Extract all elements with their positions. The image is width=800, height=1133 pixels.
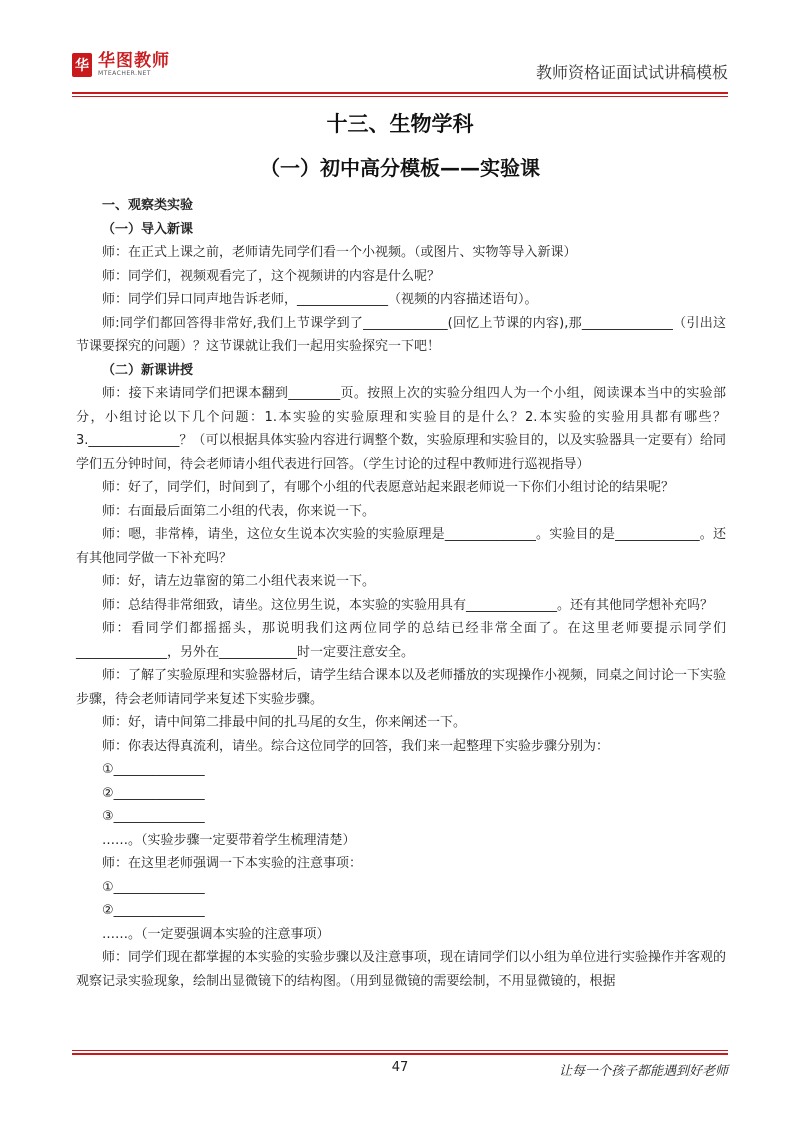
paragraph: 师：右面最后面第二小组的代表，你来说一下。 [102, 503, 376, 519]
subsection-heading: （二）新课讲授 [102, 362, 194, 378]
paragraph: 师：好，请左边靠窗的第二小组代表来说一下。 [102, 574, 376, 589]
logo-name: 华图教师 [98, 51, 170, 71]
step-item: ①______________ [102, 762, 205, 777]
paragraph: 师：同学们，视频观看完了，这个视频讲的内容是什么呢？ [102, 268, 441, 284]
step-item: ③______________ [102, 809, 205, 824]
paragraph: 师：在这里老师强调一下本实验的注意事项： [102, 856, 363, 871]
logo-text [98, 52, 170, 78]
paragraph: 师：看同学们都摇摇头，那说明我们这两位同学的总结已经非常全面了。在这里老师要提示同学们______________，另外在____________时一定要注意安全。 [76, 621, 726, 660]
footer-divider [72, 1053, 728, 1055]
header-divider-thin [72, 96, 728, 97]
subsection-heading: （一）导入新课 [102, 221, 194, 237]
paragraph: 师：总结得非常细致，请坐。这位男生说，本实验的实验用具有______________。还有其他同学想补充吗？ [102, 597, 714, 613]
paragraph: 师：接下来请同学们把课本翻到________页。按照上次的实验分组四人为一个小组，阅读课本当中的实验部分，小组讨论以下几个问题：1.本实验的实验原理和实验目的是什么？2.本实验的实验用具都有哪些？3.______________？（可以根据具体实验内容进行调整个数，实验原理和实验目的，以及实验器具一定要有）给同学们五分钟时间，待会老师请小组代表进行回答。（学生讨论的过程中教师进行巡视指导） [76, 386, 726, 472]
paragraph: 师：好了，同学们，时间到了，有哪个小组的代表愿意站起来跟老师说一下你们小组讨论的结果呢？ [102, 480, 675, 495]
header-divider [72, 92, 728, 94]
page-subtitle: （一）初中高分模板——实验课 [260, 156, 540, 180]
paragraph: 师：你表达得真流利，请坐。综合这位同学的回答，我们来一起整理下实验步骤分别为： [102, 738, 610, 754]
section-heading: 一、观察类实验 [102, 198, 194, 213]
paragraph: 师：嗯，非常棒，请坐，这位女生说本次实验的实验原理是______________。实验目的是_____________。还有其他同学做一下补充吗？ [76, 527, 726, 566]
paragraph: 师：同学们异口同声地告诉老师，______________（视频的内容描述语句）。 [102, 292, 538, 307]
document-body [76, 194, 726, 993]
page-title: 十三、生物学科 [326, 112, 474, 136]
document-title: 教师资格证面试试讲稿模板 [535, 63, 728, 82]
step-item: ①______________ [102, 879, 205, 895]
logo-url: MTEACHER.NET [98, 70, 151, 77]
page-number: 47 [391, 1060, 409, 1075]
paragraph: 师：了解了实验原理和实验器材后，请学生结合课本以及老师播放的实现操作小视频，同桌之间讨论一下实验步骤，待会老师请同学来复述下实验步骤。 [76, 668, 727, 707]
note: ……。（实验步骤一定要带着学生梳理清楚） [102, 832, 356, 848]
logo-icon: 华 [72, 53, 92, 77]
footer-slogan: 让每一个孩子都能遇到好老师 [558, 1064, 728, 1079]
step-item: ②______________ [102, 785, 205, 801]
paragraph: 师：在正式上课之前，老师请先同学们看一个小视频。（或图片、实物等导入新课） [102, 245, 577, 260]
paragraph: 师：好，请中间第二排最中间的扎马尾的女生，你来阐述一下。 [102, 715, 467, 730]
paragraph: 师:同学们都回答得非常好,我们上节课学到了_____________(回忆上节课的内容),那______________（引出这节课要探究的问题）？这节课就让我们一起用实验探究一下吧！ [76, 315, 726, 354]
brand-logo [72, 52, 170, 78]
paragraph: 师：同学们现在都掌握的本实验的实验步骤以及注意事项，现在请同学们以小组为单位进行实验操作并客观的观察记录实验现象，绘制出显微镜下的结构图。（用到显微镜的需要绘制，不用显微镜的，根据 [76, 950, 727, 989]
page-header [72, 46, 728, 90]
footer-divider-thin [72, 1050, 728, 1051]
step-item: ②______________ [102, 903, 205, 918]
note: ……。（一定要强调本实验的注意事项） [102, 926, 330, 942]
